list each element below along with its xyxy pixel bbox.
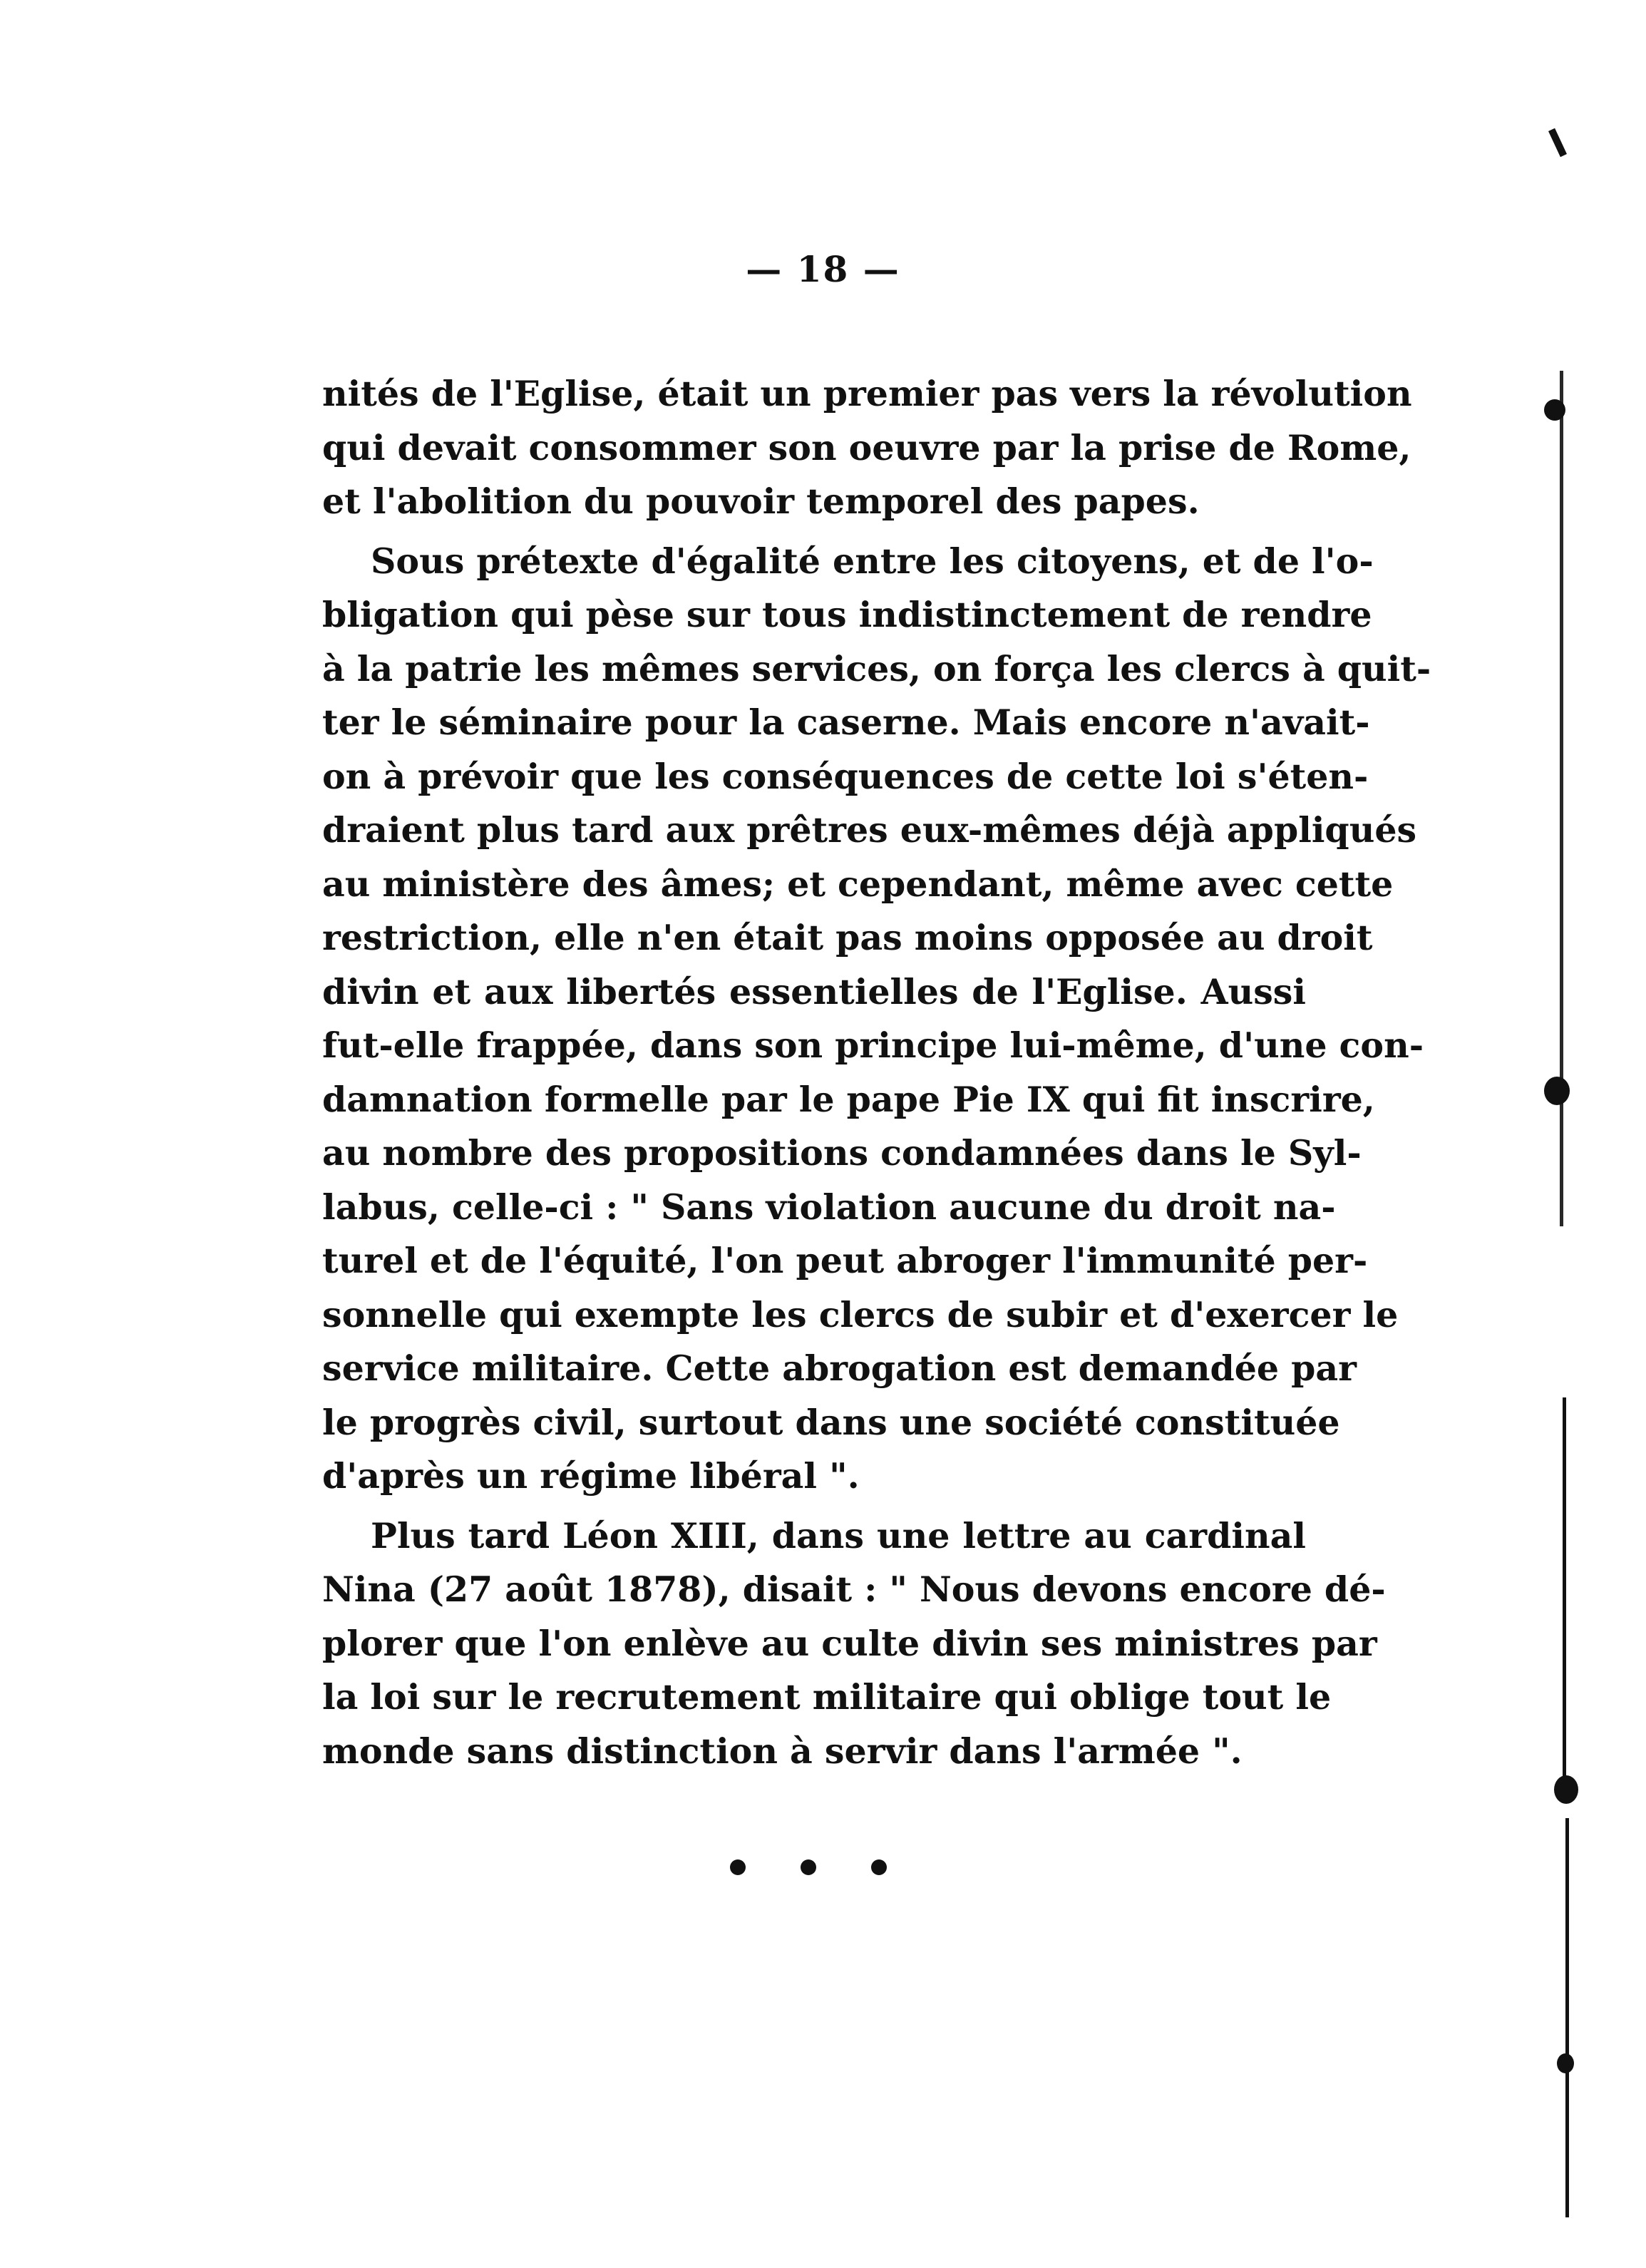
binding-edge-mark [1544,399,1565,421]
text-line: la loi sur le recrutement militaire qui oblige tout le [322,1676,1332,1718]
binding-edge-mark [1557,2053,1574,2073]
text-line: draient plus tard aux prêtres eux-mêmes déjà appliqués [322,809,1417,851]
asterism-dot-icon [730,1859,746,1875]
text-line: Sous prétexte d'égalité entre les citoyens, et de l'o- [371,540,1374,582]
asterism-dot-icon [871,1859,887,1875]
paragraph [322,1509,1386,1779]
binding-edge-mark [1565,1818,1569,2217]
text-line: turel et de l'équité, l'on peut abroger l'immunité per- [322,1240,1368,1281]
text-line: plorer que l'on enlève au culte divin ses ministres par [322,1622,1377,1664]
text-line: divin et aux libertés essentielles de l'Eglise. Aussi [322,970,1306,1012]
text-line: labus, celle-ci : " Sans violation aucune du droit na- [322,1186,1336,1228]
text-line: à la patrie les mêmes services, on força les clercs à quit- [322,647,1431,689]
body-text [322,367,1431,1778]
text-line: et l'abolition du pouvoir temporel des papes. [322,481,1200,522]
text-line: qui devait consommer son oeuvre par la prise de Rome, [322,426,1411,468]
text-line: restriction, elle n'en était pas moins opposée au droit [322,917,1373,958]
text-line: nités de l'Eglise, était un premier pas vers la révolution [322,373,1412,414]
binding-edge-mark [1563,1397,1566,1797]
binding-edge-mark [1544,1077,1570,1105]
binding-edge-mark [1548,128,1567,157]
text-line: monde sans distinction à servir dans l'armée ". [322,1730,1243,1772]
text-line: ter le séminaire pour la caserne. Mais encore n'avait- [322,702,1370,743]
page-number: — 18 — [746,248,900,290]
text-line: service militaire. Cette abrogation est demandée par [322,1348,1357,1389]
asterism-dot-icon [801,1859,816,1875]
text-line: Nina (27 août 1878), disait : " Nous devons encore dé- [322,1569,1386,1610]
text-line: au ministère des âmes; et cependant, même avec cette [322,863,1394,905]
paragraph [322,535,1431,1504]
text-line: le progrès civil, surtout dans une société constituée [322,1401,1340,1443]
text-line: Plus tard Léon XIII, dans une lettre au cardinal [371,1514,1306,1556]
text-line: on à prévoir que les conséquences de cette loi s'éten- [322,755,1369,797]
text-line: sonnelle qui exempte les clercs de subir et d'exercer le [322,1293,1399,1335]
text-line: bligation qui pèse sur tous indistinctement de rendre [322,594,1372,635]
paragraph [322,367,1412,529]
section-break-ornament [730,1859,887,1875]
text-line: au nombre des propositions condamnées dans le Syl- [322,1132,1362,1174]
binding-edge-mark [1554,1775,1578,1804]
text-line: fut-elle frappée, dans son principe lui-même, d'une con- [322,1025,1424,1066]
text-line: d'après un régime libéral ". [322,1455,860,1497]
text-line: damnation formelle par le pape Pie IX qui fit inscrire, [322,1078,1375,1120]
